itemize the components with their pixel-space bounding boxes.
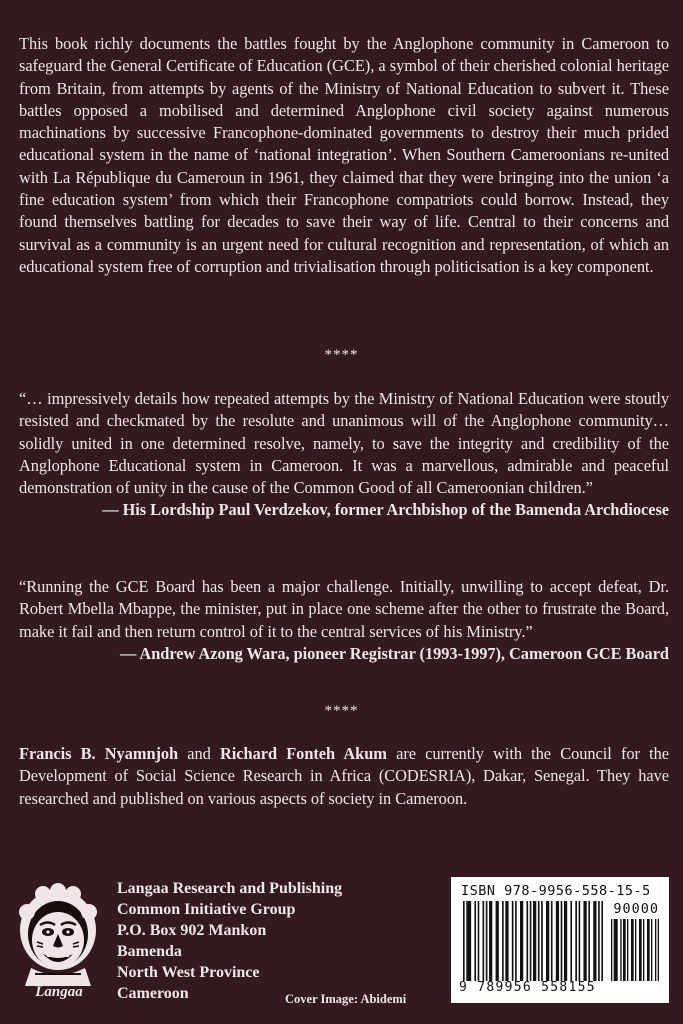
publisher-line: North West Province [117, 964, 260, 981]
quote-attribution: — His Lordship Paul Verdzekov, former Archbishop of the Bamenda Archdiocese [102, 500, 669, 520]
barcode-bar [530, 901, 532, 981]
barcode-bar [486, 901, 488, 981]
barcode-bar [541, 901, 543, 981]
barcode-bar [588, 901, 590, 981]
barcode-bar [635, 919, 636, 981]
barcode-bar [651, 919, 652, 981]
barcode-bar [639, 919, 642, 981]
barcode-bar [601, 901, 603, 981]
barcode-bar [658, 919, 659, 981]
section-separator: **** [324, 703, 359, 719]
author-name: Francis B. Nyamnjoh [19, 744, 179, 763]
barcode-bar [538, 901, 540, 981]
barcode-bar [611, 919, 612, 981]
barcode-bar [615, 919, 618, 981]
barcode-bar [496, 901, 499, 981]
endorsement-quote [19, 576, 669, 665]
barcode-bar [526, 901, 528, 981]
barcode-bar [575, 901, 577, 981]
barcode-bar [655, 919, 656, 981]
barcode-addon-bars [611, 919, 659, 981]
ean-digits: 9 789956 558155 [459, 980, 596, 995]
barcode-bar [564, 901, 567, 981]
barcode-bars [463, 901, 603, 981]
barcode-bar [515, 901, 517, 981]
barcode-bar [598, 901, 600, 981]
barcode-bar [512, 901, 514, 981]
barcode-addon-digits: 90000 [613, 901, 659, 917]
quote-attribution: — Andrew Azong Wara, pioneer Registrar (1993-1997), Cameroon GCE Board [119, 643, 669, 663]
barcode-bar [593, 901, 596, 981]
barcode-bar [533, 901, 536, 981]
publisher-line: Bamenda [117, 943, 182, 960]
isbn-barcode [451, 877, 669, 1003]
isbn-number: ISBN 978-9956-558-15-5 [461, 883, 651, 899]
publisher-line: Langaa Research and Publishing [117, 880, 343, 897]
barcode-bar [570, 901, 572, 981]
barcode-bar [466, 901, 468, 981]
publisher-line: P.O. Box 902 Mankon [117, 922, 267, 939]
barcode-bar [579, 901, 581, 981]
barcode-bar [502, 901, 504, 981]
barcode-bar [556, 901, 559, 981]
barcode-bar [489, 901, 492, 981]
barcode-bar [483, 901, 485, 981]
book-blurb: This book richly documents the battles fought by the Anglophone community in Cameroon to safeguard the General Certificate of Education (GCE), a symbol of their cherished colonial heritage from Britain, from attempts by agents of the Ministry of National Education to subvert it. These battles opposed a mobilised and determined Anglophone civil society against numerous machinations by successive Francophone-dominated governments to destroy their much prided educational system in the name of ‘national integration’. When Southern Cameroonians re-united with La République du Cameroun in 1961, they claimed that they were bringing into the union ‘a fine education system’ from which their Francophone compatriots could borrow. Instead, they found themselves battling for decades to save their way of life. Central to their concerns and survival as a community is an urgent need for cultural recognition and representation, of which an educational system free of corruption and trivialisation through politicisation is a key component. [19, 34, 669, 276]
barcode-bar [463, 901, 465, 981]
barcode-bar [631, 919, 634, 981]
barcode-bar [520, 901, 523, 981]
barcode-bar [583, 901, 586, 981]
author-bio-text: are currently with the Council for the Development of Social Science Research in Africa (CODESRIA), Dakar, Senegal. They have researched and published on various aspects of society in Cameroon. [19, 744, 669, 808]
barcode-bar [546, 901, 549, 981]
barcode-bar [614, 919, 615, 981]
barcode-bar [561, 901, 563, 981]
publisher-address [117, 878, 342, 1004]
publisher-line: Cameroon [117, 985, 189, 1002]
section-separator: **** [324, 347, 359, 363]
quote-text: “Running the GCE Board has been a major challenge. Initially, unwilling to accept defeat, Dr. Robert Mbella Mbappe, the minister, put in place one scheme after the other to frustrate the Board, make it fail and then return control of it to the central services of his Ministry.” [19, 577, 669, 641]
barcode-bar [620, 919, 621, 981]
barcode-bar [468, 901, 471, 981]
publisher-logo-text: Langaa [35, 984, 83, 1000]
barcode-bar [551, 901, 553, 981]
author-name: Richard Fonteh Akum [220, 744, 387, 763]
barcode-bar [478, 901, 480, 981]
author-bio [19, 743, 669, 810]
author-conjunction: and [178, 744, 221, 763]
barcode-bar [627, 919, 628, 981]
barcode-bar [505, 901, 508, 981]
quote-text: “… impressively details how repeated attempts by the Ministry of National Education were stoutly resisted and checkmated by the resolute and unanimous will of the Anglophone community… solidly united in one determined resolve, namely, to save the integrity and credibility of the Anglophone Educational system in Cameroon. It was a marvellous, admirable and peaceful demonstration of unity in the cause of the Common Good of all Cameroonian children.” [19, 389, 669, 498]
cover-credit: Cover Image: Abidemi [285, 992, 407, 1006]
barcode-bar [474, 901, 476, 981]
barcode-bar [647, 919, 650, 981]
publisher-line: Common Initiative Group [117, 901, 296, 918]
barcode-bar [643, 919, 644, 981]
barcode-bar [623, 919, 626, 981]
endorsement-quote [19, 388, 669, 522]
